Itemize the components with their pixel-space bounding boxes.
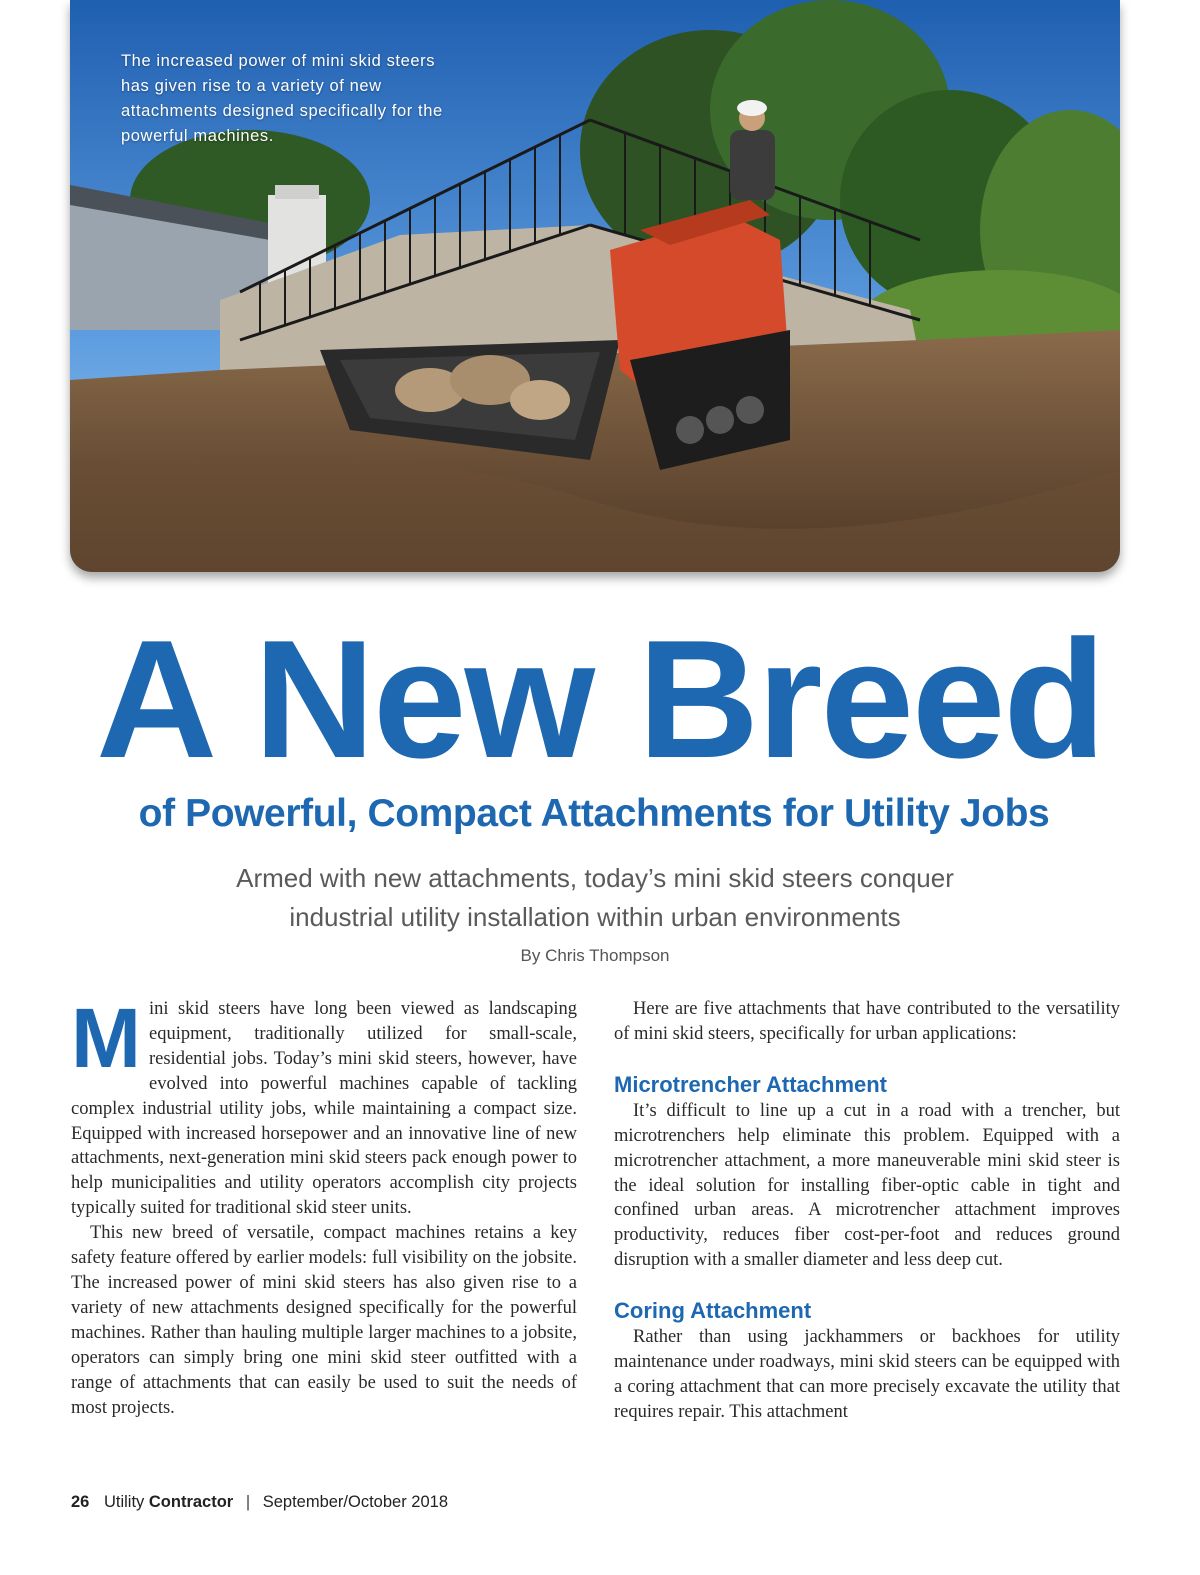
issue-date: September/October 2018 bbox=[262, 1493, 448, 1511]
section-heading-microtrencher: Microtrencher Attachment bbox=[614, 1071, 888, 1097]
magazine-name-regular: Utility bbox=[103, 1493, 145, 1511]
paragraph-3: Here are five attachments that have contributed to the versatility of mini skid steers, specifically for urban applications: bbox=[614, 999, 1120, 1044]
magazine-name-bold: Contractor bbox=[148, 1493, 234, 1511]
body-column-right bbox=[614, 997, 1120, 1425]
byline: By Chris Thompson bbox=[520, 946, 670, 965]
deck-line-2: industrial utility installation within urban environments bbox=[289, 902, 901, 932]
footer-separator: | bbox=[245, 1493, 251, 1511]
section-heading-coring: Coring Attachment bbox=[614, 1298, 812, 1324]
page-footer bbox=[71, 1493, 448, 1512]
paragraph-1-text: ini skid steers have long been viewed as landscaping equipment, traditionally utilized for small-scale, residential jobs. Today’s mini skid steers, however, have evolved into powerful machines capable of tackling complex industrial utility jobs, while maintaining a compact size. Equipped with increased horsepower and an innovative line of new attachments, next-generation mini skid steers pack enough power to help municipalities and utility operators accomplish city projects typically suited for traditional skid steer units. bbox=[71, 999, 577, 1219]
section-text-microtrencher: It’s difficult to line up a cut in a road with a trencher, but microtrenchers help eliminate this problem. Equipped with a microtrencher attachment, a more maneuverable mini skid steer is the ideal solution for installing fiber-optic cable in tight and confined urban areas. A microtrencher attachment improves productivity, reduces fiber cost-per-foot and reduces ground disruption with a smaller diameter and less deep cut. bbox=[614, 1100, 1120, 1271]
body-column-left bbox=[71, 991, 577, 1420]
paragraph-2: This new breed of versatile, compact machines retains a key safety feature offered by earlier models: full visibility on the jobsite. The increased power of mini skid steers has also given rise to a variety of new attachments designed specifically for the powerful machines. Rather than hauling multiple larger machines to a jobsite, operators can simply bring one mini skid steer outfitted with a range of attachments that can easily be used to suit the needs of most projects. bbox=[71, 1223, 577, 1418]
page-number: 26 bbox=[71, 1493, 90, 1511]
photo-caption: The increased power of mini skid steers has given rise to a variety of new attachments designed specifically for the powerful machines. bbox=[121, 52, 443, 145]
subheadline: of Powerful, Compact Attachments for Utility Jobs bbox=[138, 792, 1050, 835]
paragraph-1 bbox=[71, 991, 577, 1221]
drop-cap: M bbox=[71, 991, 141, 1085]
deck-line-1: Armed with new attachments, today’s mini skid steers conquer bbox=[236, 863, 954, 893]
headline: A New Breed bbox=[95, 605, 1105, 793]
section-text-coring: Rather than using jackhammers or backhoes for utility maintenance under roadways, mini skid steers can be equipped with a coring attachment that can more precisely excavate the utility that requires repair. This attachment bbox=[614, 1327, 1120, 1422]
deck bbox=[0, 859, 1190, 937]
